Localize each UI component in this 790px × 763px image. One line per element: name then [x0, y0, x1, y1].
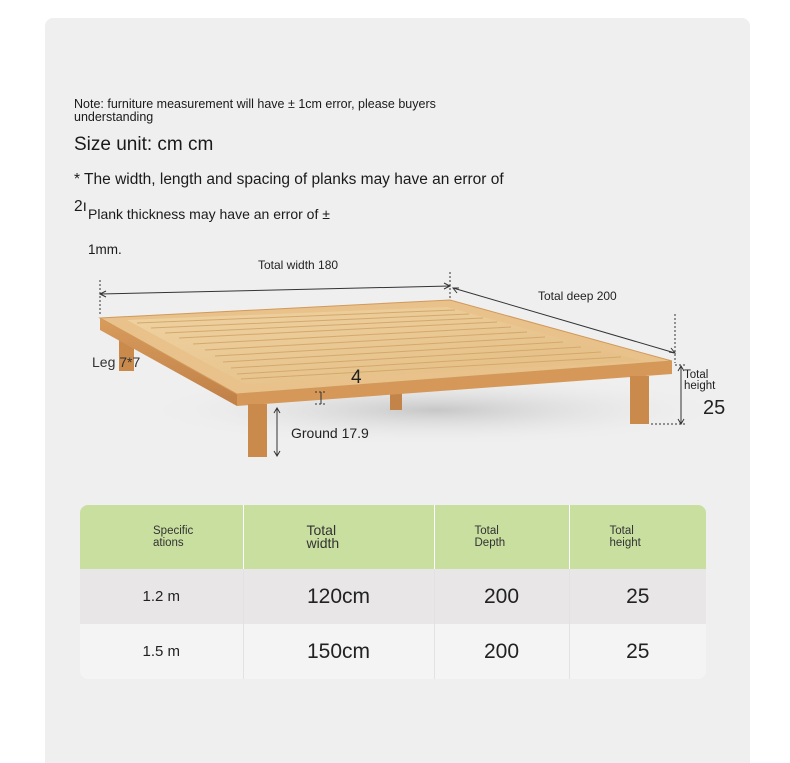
cell-depth: 200: [434, 624, 569, 679]
plank-thickness-value: 1mm.: [88, 242, 122, 257]
ground-clearance-label: Ground 17.9: [291, 425, 369, 441]
total-deep-label: Total deep 200: [538, 289, 617, 303]
table-row: [80, 624, 706, 679]
measurement-note: Note: furniture measurement will have ± 1cm error, please buyers understanding: [74, 97, 436, 124]
cell-width: 150cm: [243, 624, 434, 679]
leg-size-label: Leg 7*7: [92, 354, 141, 370]
plank-thickness-note: Plank thickness may have an error of ±: [88, 206, 330, 222]
total-height-label: Total height: [684, 369, 716, 392]
cell-width: 120cm: [243, 569, 434, 624]
bed-diagram: [45, 18, 750, 478]
cell-depth: 200: [434, 569, 569, 624]
cell-spec: 1.2 m: [80, 569, 243, 624]
plank-error-note: * The width, length and spacing of planks may have an error of: [74, 171, 504, 188]
header-total-depth: Total Depth: [434, 505, 569, 569]
leg-front-left: [248, 404, 267, 457]
table-row: [80, 569, 706, 624]
leg-front-right: [630, 376, 649, 424]
cell-height: 25: [569, 624, 706, 679]
total-width-label: Total width 180: [258, 258, 339, 272]
total-height-value: 25: [703, 397, 726, 419]
header-specifications: Specific ations: [80, 505, 243, 569]
frame-height-label: 4: [351, 367, 362, 388]
width-dimension-line: [100, 286, 450, 294]
size-unit: Size unit: cm cm: [74, 134, 214, 155]
header-total-height: Total height: [569, 505, 706, 569]
cell-height: 25: [569, 569, 706, 624]
cell-spec: 1.5 m: [80, 624, 243, 679]
size-table: [80, 505, 706, 679]
plank-error-fragment: 2ı: [74, 198, 87, 215]
table-header-row: [80, 505, 706, 569]
product-size-card: [45, 18, 750, 763]
header-total-width: Total width: [243, 505, 434, 569]
